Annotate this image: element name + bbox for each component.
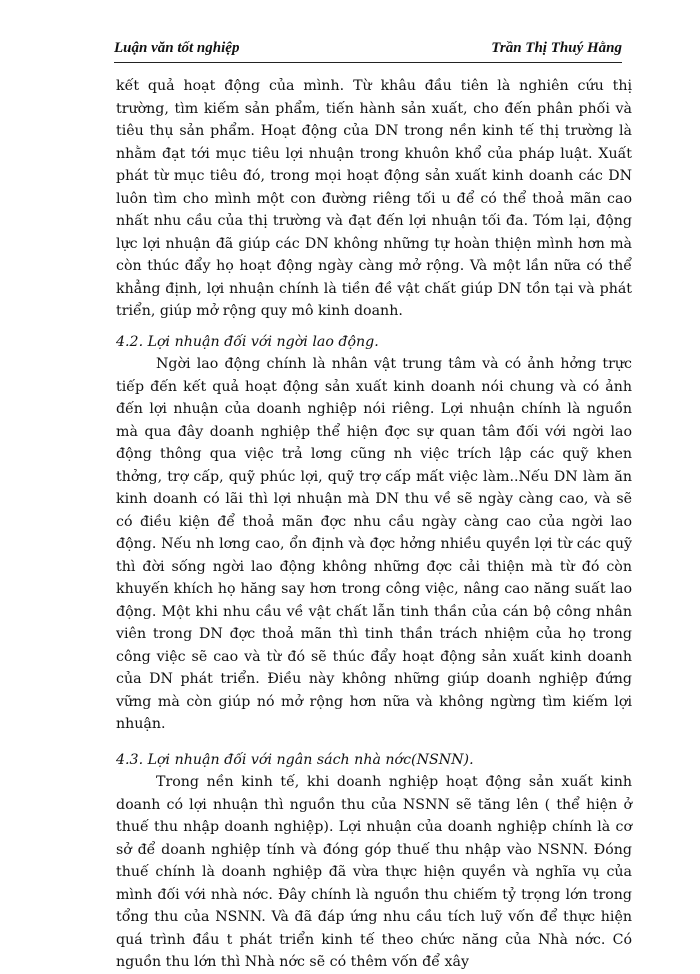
paragraph-continuation: kết quả hoạt động của mình. Từ khâu đầu tiên là nghiên cứu thị trường, tìm kiếm sản phẩm, tiến hành sản xuất, cho đến phân phối và tiêu thụ sản phẩm. Hoạt động của DN trong nền kinh tế thị trường là nhằm đạt tới mục tiêu lợi nhuận trong khuôn khổ của pháp luật. Xuất phát từ mục tiêu đó, trong mọi hoạt động sản xuất kinh doanh các DN luôn tìm cho mình một con đường riêng tối u để có thể thoả mãn cao nhất nhu cầu của thị trường và đạt đến lợi nhuận tối đa. Tóm lại, động lực lợi nhuận đã giúp các DN không những tự hoàn thiện mình hơn mà còn thúc đẩy họ hoạt động ngày càng mở rộng. Và một lần nữa có thể khẳng định, lợi nhuận chính là tiền đề vật chất giúp DN tồn tại và phát triển, giúp mở rộng quy mô kinh doanh.: [116, 78, 632, 319]
page-header: [114, 40, 622, 60]
header-rule: [114, 62, 622, 63]
section-heading-4-2: 4.2. Lợi nhuận đối với ngời lao động.: [116, 333, 379, 350]
header-thesis-label: Luận văn tốt nghiệp: [114, 40, 240, 56]
paragraph-labor: Ngời lao động chính là nhân vật trung tâm và có ảnh hởng trực tiếp đến kết quả hoạt động sản xuất kinh doanh nói chung và có ảnh đến lợi nhuận của doanh nghiệp nói riêng. Lợi nhuận chính là nguồn mà qua đây doanh nghiệp thể hiện đợc sự quan tâm đối với ngời lao động thông qua việc trả lơng cũng nh việc trích lập các quỹ khen thởng, trợ cấp, quỹ phúc lợi, quỹ trợ cấp mất việc làm..Nếu DN làm ăn kinh doanh có lãi thì lợi nhuận mà DN thu về sẽ ngày càng cao, và sẽ có điều kiện để thoả mãn đợc nhu cầu ngày càng cao của ngời lao động. Nếu nh lơng cao, ổn định và đợc hởng nhiều quyền lợi từ các quỹ thì đời sống ngời lao động không những đợc cải thiện mà từ đó còn khuyến khích họ hăng say hơn trong công việc, nâng cao năng suất lao động. Một khi nhu cầu về vật chất lẫn tinh thần của cán bộ công nhân viên trong DN đợc thoả mãn thì tinh thần trách nhiệm của họ trong công việc sẽ cao và từ đó sẽ thúc đẩy hoạt động sản xuất kinh doanh của DN phát triển. Điều này không những giúp doanh nghiệp đứng vững mà còn giúp nó mở rộng hơn nữa và không ngừng tìm kiếm lợi nhuận.: [116, 356, 632, 732]
header-author-name: Trần Thị Thuý Hằng: [491, 40, 622, 56]
section-heading-4-3: 4.3. Lợi nhuận đối với ngân sách nhà nớc(NSNN).: [116, 751, 474, 768]
document-body: [116, 75, 632, 974]
paragraph-state-budget: Trong nền kinh tế, khi doanh nghiệp hoạt động sản xuất kinh doanh có lợi nhuận thì nguồn thu của NSNN sẽ tăng lên ( thể hiện ở thuế thu nhập doanh nghiệp). Lợi nhuận của doanh nghiệp chính là cơ sở để doanh nghiệp tính và đóng góp thuế thu nhập vào NSNN. Đóng thuế chính là doanh nghiệp đã vừa thực hiện quyền và nghĩa vụ của mình đối với nhà nớc. Đây chính là nguồn thu chiếm tỷ trọng lớn trong tổng thu của NSNN. Và đã đáp ứng nhu cầu tích luỹ vốn để thực hiện quá trình đầu t phát triển kinh tế theo chức năng của Nhà nớc. Có nguồn thu lớn thì Nhà nớc sẽ có thêm vốn để xây: [116, 774, 632, 970]
